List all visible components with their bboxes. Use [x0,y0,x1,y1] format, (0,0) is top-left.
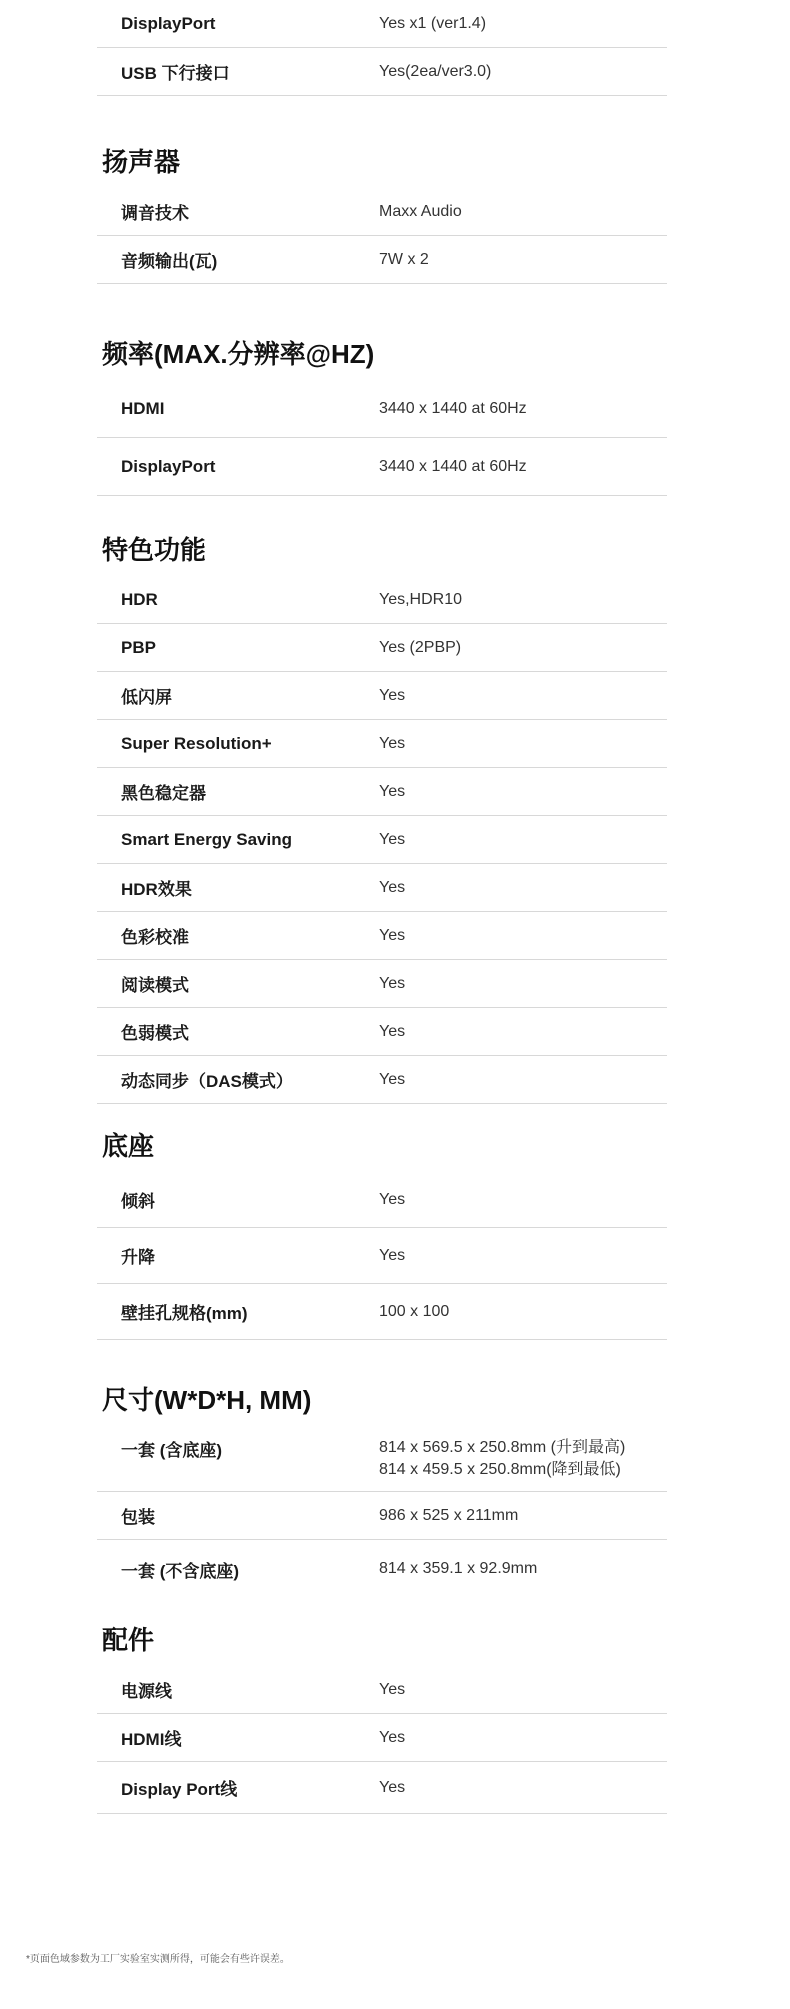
spec-label: 升降 [121,1248,155,1267]
spec-label: USB 下行接口 [121,64,230,83]
spec-row [97,720,667,768]
spec-value: Yes [379,878,406,896]
spec-value: Yes [379,1022,406,1040]
section-title: 底座 [102,1131,155,1161]
section-title: 特色功能 [102,535,207,565]
spec-row [97,1284,667,1340]
spec-section-speakers [97,146,667,284]
spec-row [97,1008,667,1056]
spec-label: DisplayPort [121,13,216,33]
spec-row [97,380,667,438]
spec-value: Yes [379,1190,406,1208]
spec-row [97,816,667,864]
spec-section-frequency [97,338,667,496]
spec-value: Yes (2PBP) [379,638,462,656]
spec-label: 阅读模式 [121,976,189,995]
spec-label: Super Resolution+ [121,733,272,753]
spec-label: 色弱模式 [121,1024,189,1043]
spec-value: Yes [379,830,406,848]
spec-value: Yes [379,782,406,800]
spec-value: 814 x 359.1 x 92.9mm [379,1560,538,1577]
spec-value: Yes,HDR10 [379,590,463,608]
spec-value: 7W x 2 [379,250,429,268]
spec-label: PBP [121,637,156,657]
spec-label: 音频输出(瓦) [121,252,218,271]
spec-value: 3440 x 1440 at 60Hz [379,399,527,417]
spec-row [97,624,667,672]
spec-section-features [97,534,667,1104]
spec-row [97,1492,667,1540]
spec-label: 调音技术 [121,204,189,223]
spec-label: HDR效果 [121,880,192,899]
spec-row [97,1666,667,1714]
spec-value: Yes [379,974,406,992]
spec-value: Yes [379,1728,406,1746]
spec-value: Yes [379,1778,406,1796]
section-title: 扬声器 [102,147,181,177]
section-title: 尺寸(W*D*H, MM) [102,1385,312,1415]
spec-section-dimensions [97,1384,667,1598]
spec-label: HDMI [121,398,165,418]
spec-row [97,236,667,284]
spec-row [97,864,667,912]
spec-label: Smart Energy Saving [121,829,293,849]
section-title: 频率(MAX.分辨率@HZ) [102,339,375,369]
spec-value: Yes(2ea/ver3.0) [379,62,492,80]
spec-row [97,1426,667,1492]
spec-label: 黑色稳定器 [121,784,206,803]
spec-row [97,1228,667,1284]
spec-label: 动态同步（DAS模式） [121,1072,293,1091]
spec-label: HDR [121,589,158,609]
spec-label: 倾斜 [121,1192,155,1211]
spec-value: Yes [379,1246,406,1264]
spec-label: Display Port线 [121,1780,238,1799]
spec-value: Yes [379,926,406,944]
spec-row [97,1762,667,1814]
spec-value: Yes [379,1680,406,1698]
spec-value: 3440 x 1440 at 60Hz [379,457,527,475]
spec-label: HDMI线 [121,1730,182,1749]
spec-row [97,438,667,496]
spec-value: Yes [379,734,406,752]
spec-label: 包装 [121,1508,155,1527]
spec-row [97,188,667,236]
spec-label: DisplayPort [121,456,216,476]
section-title: 配件 [102,1625,155,1655]
spec-label: 壁挂孔规格(mm) [121,1304,248,1323]
spec-row [97,48,667,96]
spec-section-stand [97,1130,667,1340]
spec-label: 电源线 [121,1682,172,1701]
spec-section-accessories [97,1624,667,1814]
spec-row [97,960,667,1008]
spec-value: 100 x 100 [379,1302,450,1320]
spec-section-connectivity [97,0,667,96]
spec-value: Yes [379,1070,406,1088]
spec-label: 低闪屏 [121,688,172,707]
spec-row [97,912,667,960]
spec-label: 一套 (不含底座) [121,1561,240,1581]
spec-row [97,1540,667,1598]
spec-label: 一套 (含底座) [121,1441,223,1460]
footnote: *页面色域参数为工厂实验室实测所得，可能会有些许误差。 [26,1954,290,1965]
spec-value: 986 x 525 x 211mm [379,1506,519,1524]
spec-row [97,1056,667,1104]
spec-row [97,768,667,816]
spec-value: Yes [379,686,406,704]
spec-value: Maxx Audio [379,202,462,220]
spec-row [97,1172,667,1228]
spec-value: 814 x 569.5 x 250.8mm (升到最高) 814 x 459.5 x 250.8mm(降到最低) [379,1438,626,1478]
spec-row [97,0,667,48]
spec-value: Yes x1 (ver1.4) [379,14,487,32]
spec-row [97,576,667,624]
spec-row [97,672,667,720]
spec-label: 色彩校准 [121,928,189,947]
spec-row [97,1714,667,1762]
